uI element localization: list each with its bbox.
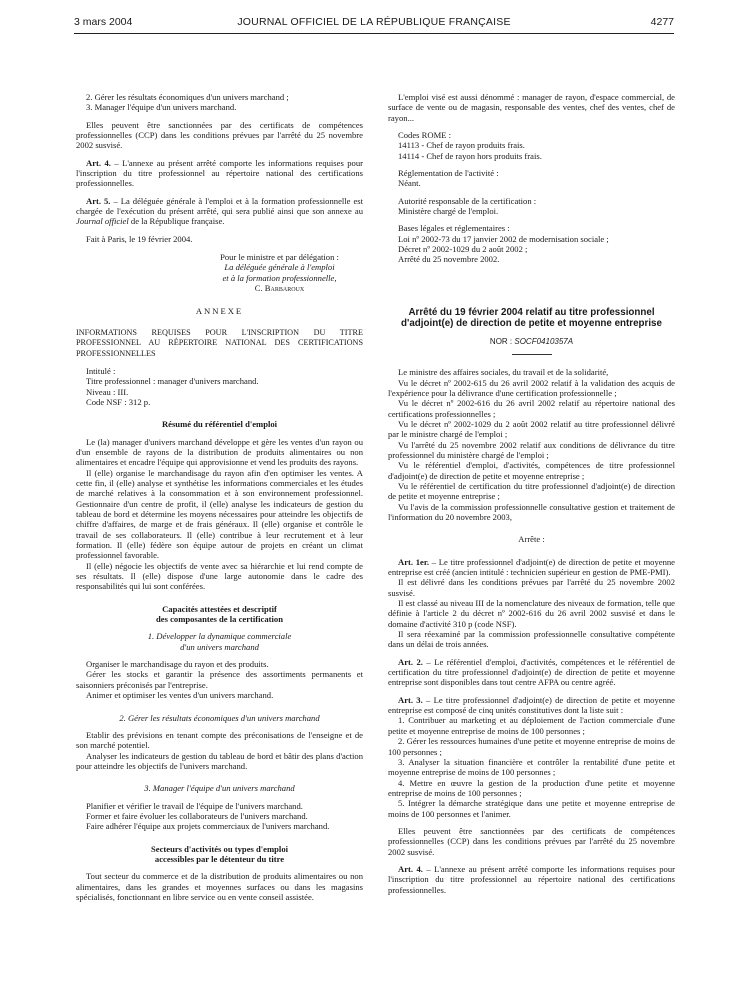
fait-a-paris: Fait à Paris, le 19 février 2004. — [86, 233, 193, 244]
secteurs-heading-1: Secteurs d'activités ou types d'emploi — [150, 843, 288, 854]
capacites-heading-1: Capacités attestées et descriptif — [162, 603, 277, 614]
vu-3: Vu le décret nº 2002-1029 du 2 août 2002 relatif au titre professionnel délivré par le ministre chargé de l'emploi ; — [388, 418, 675, 440]
reglementation-label: Réglementation de l'activité : — [398, 168, 499, 179]
article-4 — [76, 158, 363, 189]
competence-1-title-1: 1. Développer la dynamique commerciale — [147, 631, 292, 642]
titre-professionnel: Titre professionnel : manager d'univers marchand. — [86, 376, 259, 387]
article-5-label: Art. 5. — [86, 195, 111, 206]
vu-2: Vu le décret nº 2002-616 du 26 avril 2002 relatif au répertoire national des certifications professionnelles ; — [388, 398, 675, 419]
item-3: 3. Manager l'équipe d'un univers marchand. — [86, 102, 237, 113]
article-3 — [388, 695, 675, 716]
vu-5: Vu le référentiel d'emploi, d'activités, compétences de titre professionnel d'adjoint(e) de direction de petite et moyenne entreprise ; — [388, 460, 675, 481]
competence-3-title: 3. Manager l'équipe d'un univers marchand — [144, 783, 295, 794]
vu-6: Vu le référentiel de certification du titre professionnel d'adjoint(e) de direction de petite et moyenne entreprise ; — [388, 480, 675, 502]
article-5-journal: Journal officiel — [76, 216, 129, 227]
signature-line-2: La déléguée générale à l'emploi — [224, 262, 335, 273]
unit-2: 2. Gérer les ressources humaines d'une petite et moyenne entreprise de moins de 100 personnes ; — [388, 736, 675, 757]
nor-code: SOCF0410357A — [514, 336, 574, 346]
signature-block — [76, 252, 363, 293]
signature-name: C. Barbaroux — [254, 283, 305, 294]
arrete-title: Arrêté du 19 février 2004 relatif au titre professionnel d'adjoint(e) de direction de petite et moyenne entreprise — [401, 306, 662, 330]
competence-2-line-1: Etablir des prévisions en tenant compte des préconisations de l'enseigne et de son marché potentiel. — [76, 729, 363, 751]
reglementation-value: Néant. — [398, 178, 421, 189]
article-3-label: Art. 3. — [398, 694, 423, 705]
autorite-label: Autorité responsable de la certification : — [398, 195, 537, 206]
base-loi: Loi nº 2002-73 du 17 janvier 2002 de modernisation sociale ; — [398, 233, 609, 244]
article-5 — [76, 196, 363, 227]
secteurs-heading-2: accessibles par le détenteur du titre — [154, 853, 285, 864]
nor-label: NOR : — [489, 336, 515, 346]
vu-4: Vu l'arrêté du 25 novembre 2002 relatif aux conditions de délivrance du titre professionnel du ministère chargé de l'emploi ; — [388, 439, 675, 460]
secteurs-paragraph: Tout secteur du commerce et de la distribution de produits alimentaires ou non alimentaires, dans les grandes et moyennes surfaces ou dans les magasins spécialisés, fonctionnant en libre service ou en vente conseil assistée. — [76, 871, 363, 902]
resume-paragraph-3: Il (elle) négocie les objectifs de vente avec sa hiérarchie et lui rend compte de ses résultats. Il (elle) dispose d'une large autonomie dans le cadre des responsabilités qui lui sont conférées. — [76, 560, 363, 592]
competence-2-line-2: Analyser les indicateurs de gestion du tableau de bord et bâtir des plans d'action pour atteindre les objectifs de l'univers marchand. — [76, 750, 363, 771]
base-arrete: Arrêté du 25 novembre 2002. — [398, 254, 500, 265]
article-2-text: – Le référentiel d'emploi, d'activités, compétences et le référentiel de certification du titre professionnel d'adjoint(e) de direction de petite et moyenne entreprise sont disponibles dans tout centre AFPA ou centre agréé. — [388, 656, 675, 688]
competence-1-title-2: d'un univers marchand — [180, 641, 259, 652]
minister-line: Le ministre des affaires sociales, du travail et de la solidarité, — [398, 367, 609, 378]
right-column — [388, 92, 675, 895]
signature-line-3: et à la formation professionnelle, — [222, 272, 337, 283]
ccp-paragraph-right: Elles peuvent être sanctionnées par des certificats de compétences professionnelles (CCP) dans les conditions prévues par l'arrêté du 25 novembre 2002 susvisé. — [388, 825, 675, 857]
unit-1: 1. Contribuer au marketing et au déploiement de l'action commerciale d'une petite et moyenne entreprise de moins de 100 personnes ; — [388, 715, 675, 736]
article-4-right — [388, 864, 675, 895]
header-journal-title: JOURNAL OFFICIEL DE LA RÉPUBLIQUE FRANÇAISE — [237, 16, 511, 28]
code-rome-2: 14114 - Chef de rayon hors produits frais. — [398, 150, 542, 161]
unit-3: 3. Analyser la situation financière et contrôler la rentabilité d'une petite et moyenne entreprise de moins de 100 personnes ; — [388, 756, 675, 778]
article-4-text: – L'annexe au présent arrêté comporte les informations requises pour l'inscription du titre professionnel au répertoire national des certifications professionnelles. — [76, 157, 364, 189]
header-rule — [74, 33, 674, 34]
article-2-label: Art. 2. — [398, 656, 423, 667]
resume-paragraph-2: Il (elle) organise le marchandisage du rayon afin d'en optimiser les ventes. A cette fin, il (elle) analyse et synthétise les informations commerciales et les études de marché relatives à la consommation et à son environnement professionnel. Gestionnaire d'un centre de profit, il (elle) analyse les indicateurs de gestion du tableau de bord et détermine les moyens nécessaires pour atteindre les objectifs de chiffre d'affaires, de marge et de frais généraux. Il (elle) organise et contrôle le travail de ses collaborateurs. Il (elle) contribue à leur recrutement et à leur formation. Il (elle) fédère son équipe autour de projets en créant un climat professionnel favorable. — [76, 467, 363, 561]
annexe-heading: ANNEXE — [195, 305, 244, 316]
title-separator — [512, 354, 552, 355]
article-1 — [388, 557, 675, 578]
competence-1-line-3: Animer et optimiser les ventes d'un univers marchand. — [86, 690, 274, 701]
article-1-text: – Le titre professionnel d'adjoint(e) de direction de petite et moyenne entreprise est créé (ancien intitulé : technicien supérieur en gestion de PME-PMI). — [388, 556, 675, 577]
item-2: 2. Gérer les résultats économiques d'un univers marchand ; — [86, 92, 289, 102]
unit-4: 4. Mettre en œuvre la gestion de la production d'une petite et moyenne entreprise de moins de 100 personnes ; — [388, 777, 675, 798]
article-2 — [388, 657, 675, 688]
arrete-heading: Arrête : — [518, 534, 545, 545]
niveau: Niveau : III. — [86, 386, 129, 397]
competence-2-title: 2. Gérer les résultats économiques d'un univers marchand — [119, 712, 320, 723]
intitule: Intitulé : — [86, 365, 116, 376]
header-page-number: 4277 — [650, 16, 674, 28]
capacites-heading-2: des composantes de la certification — [156, 614, 283, 625]
ccp-paragraph: Elles peuvent être sanctionnées par des certificats de compétences professionnelles (CCP) dans les conditions prévues par l'arrêté du 25 novembre 2002 susvisé. — [76, 119, 363, 151]
competence-1-line-2: Gérer les stocks et garantir la présence des assortiments permanents et saisonniers préconisés par l'entreprise. — [76, 669, 363, 690]
competence-3-line-2: Former et faire évoluer les collaborateurs de l'univers marchand. — [86, 810, 308, 821]
competence-3-line-3: Faire adhérer l'équipe aux projets commerciaux de l'univers marchand. — [86, 821, 330, 832]
codes-rome-label: Codes ROME : — [398, 130, 451, 141]
article-5-text-a: – La déléguée générale à l'emploi et à la formation professionnelle est chargée de l'exécution du présent arrêté, qui sera publié ainsi que son annexe au — [76, 195, 364, 217]
article-4-right-label: Art. 4. — [398, 863, 423, 874]
base-decret: Décret nº 2002-1029 du 2 août 2002 ; — [398, 244, 528, 255]
vu-7: Vu l'avis de la commission professionnelle consultative gestion et traitement de l'information du 20 novembre 2003, — [388, 501, 675, 522]
page-header — [74, 16, 674, 32]
bases-legales-label: Bases légales et réglementaires : — [398, 223, 510, 234]
article-4-label: Art. 4. — [86, 157, 111, 168]
code-nsf: Code NSF : 312 p. — [86, 396, 151, 407]
emploi-denomme: L'emploi visé est aussi dénommé : manager de rayon, d'espace commercial, de surface de vente ou de magasin, responsable des ventes, chef des ventes, chef de rayon... — [388, 92, 675, 123]
competence-1-line-1: Organiser le marchandisage du rayon et des produits. — [86, 659, 269, 670]
nor-reference — [388, 337, 675, 347]
header-date: 3 mars 2004 — [74, 16, 133, 28]
article-1-paragraph-3: Il est classé au niveau III de la nomenclature des niveaux de formation, telle que définie à l'article 2 du décret nº 2002-616 du 26 avril 2002 susvisé et dans le domaine d'activité 310 p (code NSF). — [388, 598, 675, 629]
article-5-text-b: de la République française. — [128, 216, 225, 227]
autorite-value: Ministère chargé de l'emploi. — [398, 206, 499, 217]
article-1-label: Art. 1er. — [398, 556, 430, 567]
signature-line-1: Pour le ministre et par délégation : — [220, 252, 339, 263]
resume-paragraph-1: Le (la) manager d'univers marchand développe et gère les ventes d'un rayon ou d'un ensemble de rayons de la distribution de produits alimentaires ou non alimentaires et encadre l'équipe qui approvisionne et vend les produits des rayons. — [76, 436, 363, 468]
left-column — [76, 92, 363, 902]
unit-5: 5. Intégrer la démarche stratégique dans une petite et moyenne entreprise de moins de 100 personnes et l'animer. — [388, 798, 675, 819]
article-1-paragraph-4: Il sera réexaminé par la commission professionnelle consultative compétente dans un délai de trois années. — [388, 629, 675, 650]
informations-heading: INFORMATIONS REQUISES POUR L'INSCRIPTION DU TITRE PROFESSIONNEL AU RÉPERTOIRE NATIONAL DES CERTIFICATIONS PROFESSIONNELLES — [76, 327, 363, 358]
article-1-paragraph-2: Il est délivré dans les conditions prévues par l'arrêté du 25 novembre 2002 susvisé. — [388, 577, 675, 598]
article-4-right-text: – L'annexe au présent arrêté comporte les informations requises pour l'inscription du titre professionnel au répertoire national des certifications professionnelles. — [388, 863, 676, 895]
competence-3-line-1: Planifier et vérifier le travail de l'équipe de l'univers marchand. — [86, 800, 303, 811]
resume-heading: Résumé du référentiel d'emploi — [161, 419, 278, 430]
code-rome-1: 14113 - Chef de rayon produits frais. — [398, 140, 525, 151]
vu-1: Vu le décret nº 2002-615 du 26 avril 2002 relatif à la validation des acquis de l'expérience pour la délivrance d'une certification professionnelle ; — [388, 377, 675, 398]
article-3-text: – Le titre professionnel d'adjoint(e) de direction de petite et moyenne entreprise est composé de cinq unités constitutives dont la liste suit : — [388, 694, 675, 716]
